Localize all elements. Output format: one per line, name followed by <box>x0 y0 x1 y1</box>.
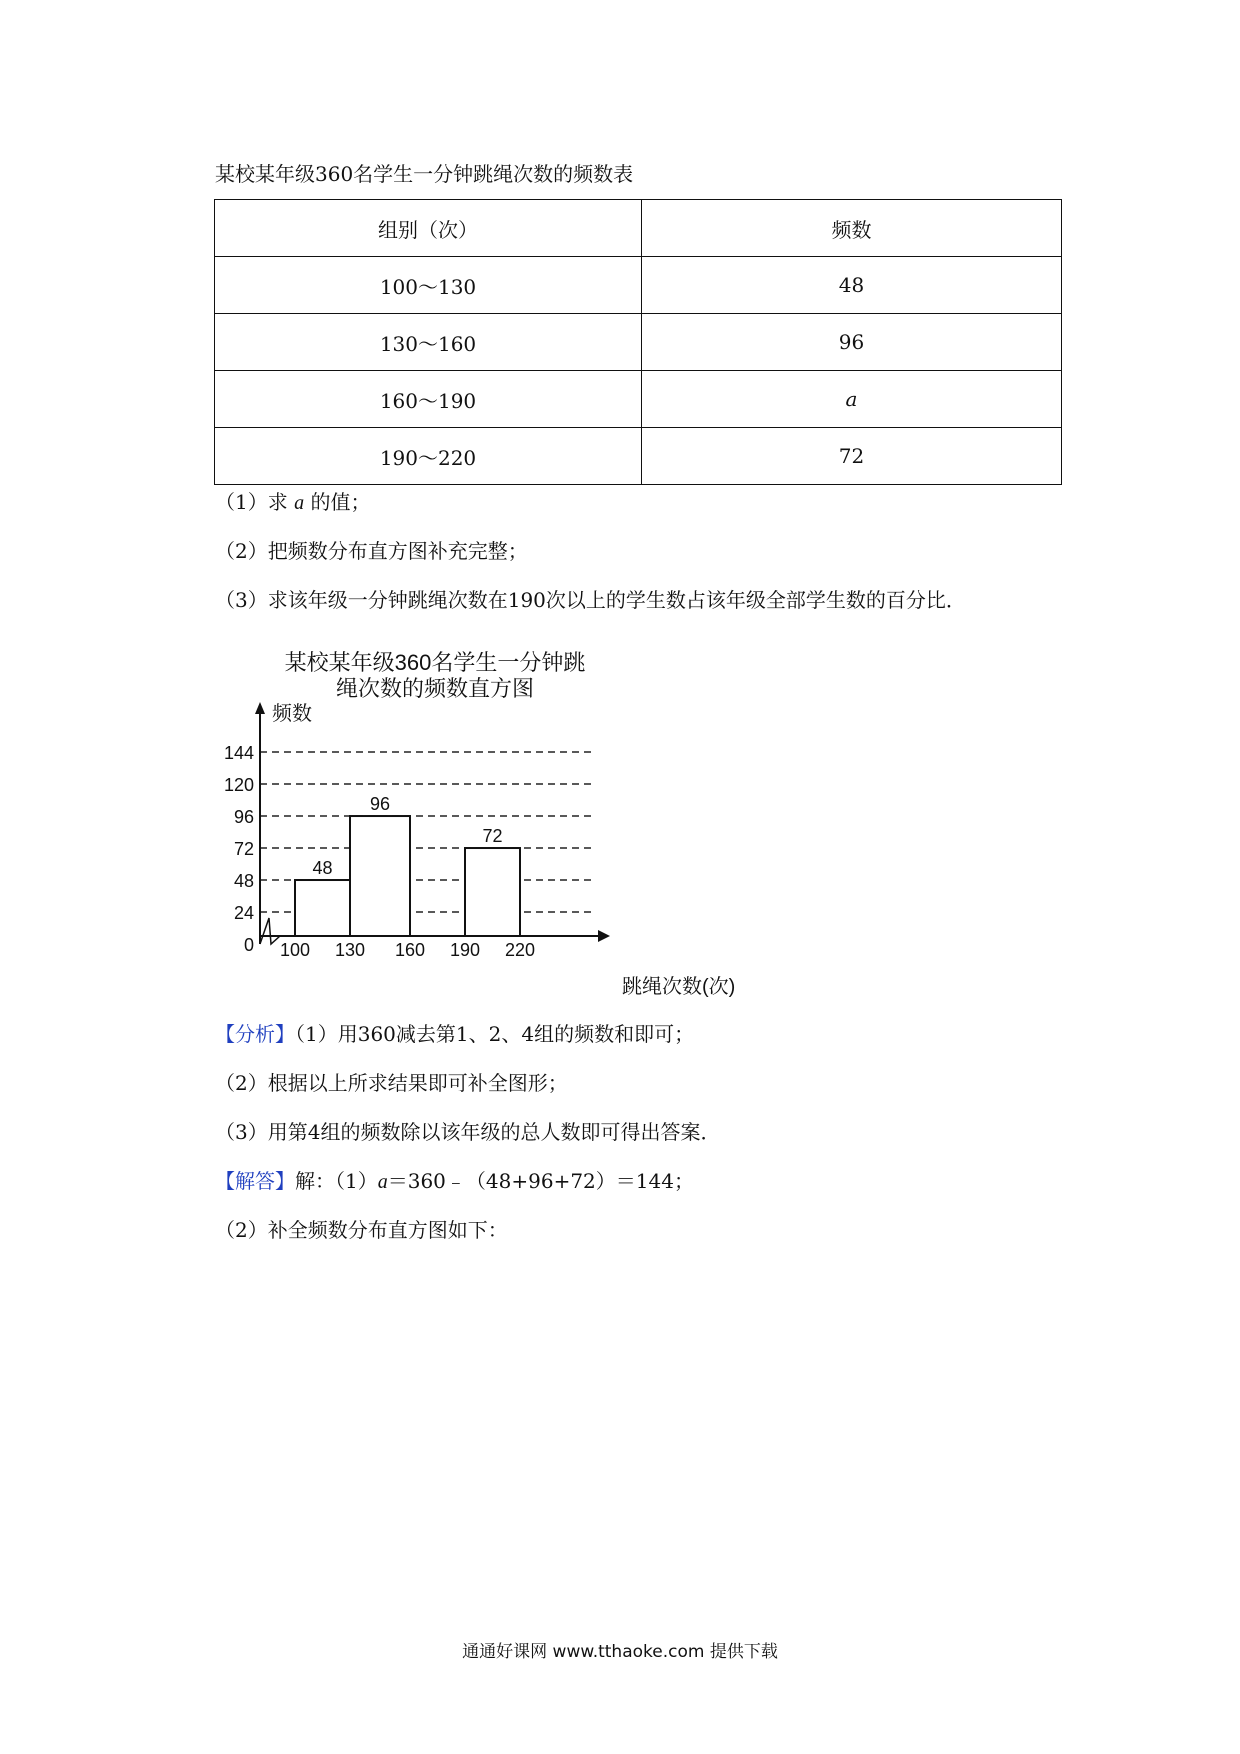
answer-line-1 <box>215 1167 694 1196</box>
row-group: 100～130 <box>215 257 642 314</box>
row-frequency: 48 <box>642 257 1062 314</box>
header-group: 组别（次） <box>215 200 642 257</box>
histogram-bar <box>350 816 410 936</box>
bar-value-label: 96 <box>369 794 391 815</box>
y-tick-label: 0 <box>243 935 254 955</box>
answer-prefix: 解：（1） <box>295 1169 378 1193</box>
question-1-suffix: 的值； <box>310 490 371 514</box>
y-tick-label: 48 <box>233 871 254 892</box>
frequency-histogram <box>220 640 780 1010</box>
row-group: 130～160 <box>215 314 642 371</box>
row-group: 190～220 <box>215 428 642 485</box>
table-caption: 某校某年级360名学生一分钟跳绳次数的频数表 <box>215 162 634 186</box>
x-axis-arrow-icon <box>598 930 610 942</box>
analysis-text-1: （1）用360减去第1、2、4组的频数和即可； <box>295 1022 695 1046</box>
row-frequency: 96 <box>642 314 1062 371</box>
answer-suffix: ＝360﹣（48+96+72）＝144； <box>387 1169 694 1193</box>
analysis-tag: 【分析】 <box>215 1022 295 1046</box>
chart-title-line1: 某校某年级360名学生一分钟跳 <box>284 650 586 675</box>
table-row <box>215 257 1062 314</box>
y-tick-label: 24 <box>233 903 254 924</box>
question-2: （2）把频数分布直方图补充完整； <box>215 539 528 563</box>
question-1-variable: a <box>294 492 305 514</box>
table-row <box>215 428 1062 485</box>
bar-value-label: 48 <box>312 858 333 879</box>
table-row <box>215 314 1062 371</box>
y-tick-label: 72 <box>233 839 254 860</box>
analysis-line-1 <box>215 1020 694 1048</box>
histogram-bar <box>295 880 350 936</box>
analysis-line-3: （3）用第4组的频数除以该年级的总人数即可得出答案． <box>215 1120 721 1144</box>
analysis-line-2: （2）根据以上所求结果即可补全图形； <box>215 1071 568 1095</box>
y-tick-label: 144 <box>223 743 254 764</box>
question-1-prefix: （1）求 <box>215 490 288 514</box>
answer-line-2: （2）补全频数分布直方图如下： <box>215 1218 508 1242</box>
y-tick-label: 96 <box>233 807 254 828</box>
x-axis-label: 跳绳次数(次) <box>622 976 736 998</box>
table-header-row <box>215 200 1062 257</box>
y-axis-label: 频数 <box>272 703 312 725</box>
answer-variable: a <box>377 1171 388 1193</box>
question-1 <box>215 488 370 517</box>
x-tick-label: 100 <box>279 940 311 960</box>
header-frequency: 频数 <box>642 200 1062 257</box>
row-frequency: 72 <box>642 428 1062 485</box>
row-frequency <box>642 371 1062 428</box>
y-axis-arrow-icon <box>255 702 265 714</box>
row-group: 160～190 <box>215 371 642 428</box>
x-tick-label: 160 <box>394 940 426 960</box>
x-tick-label: 130 <box>334 940 366 960</box>
x-tick-label: 220 <box>504 940 536 960</box>
question-3: （3）求该年级一分钟跳绳次数在190次以上的学生数占该年级全部学生数的百分比． <box>215 588 966 612</box>
table-row <box>215 371 1062 428</box>
x-tick-label: 190 <box>449 940 481 960</box>
y-tick-label: 120 <box>223 775 254 796</box>
histogram-bar <box>465 848 520 936</box>
chart-title-line2: 绳次数的频数直方图 <box>335 676 535 701</box>
frequency-table <box>214 199 1062 485</box>
bar-value-label: 72 <box>482 826 503 847</box>
footer-credit: 通通好课网 www.tthaoke.com 提供下载 <box>462 1642 778 1662</box>
axis-break-icon <box>260 918 280 944</box>
variable-a: a <box>845 387 858 411</box>
answer-tag: 【解答】 <box>215 1169 295 1193</box>
